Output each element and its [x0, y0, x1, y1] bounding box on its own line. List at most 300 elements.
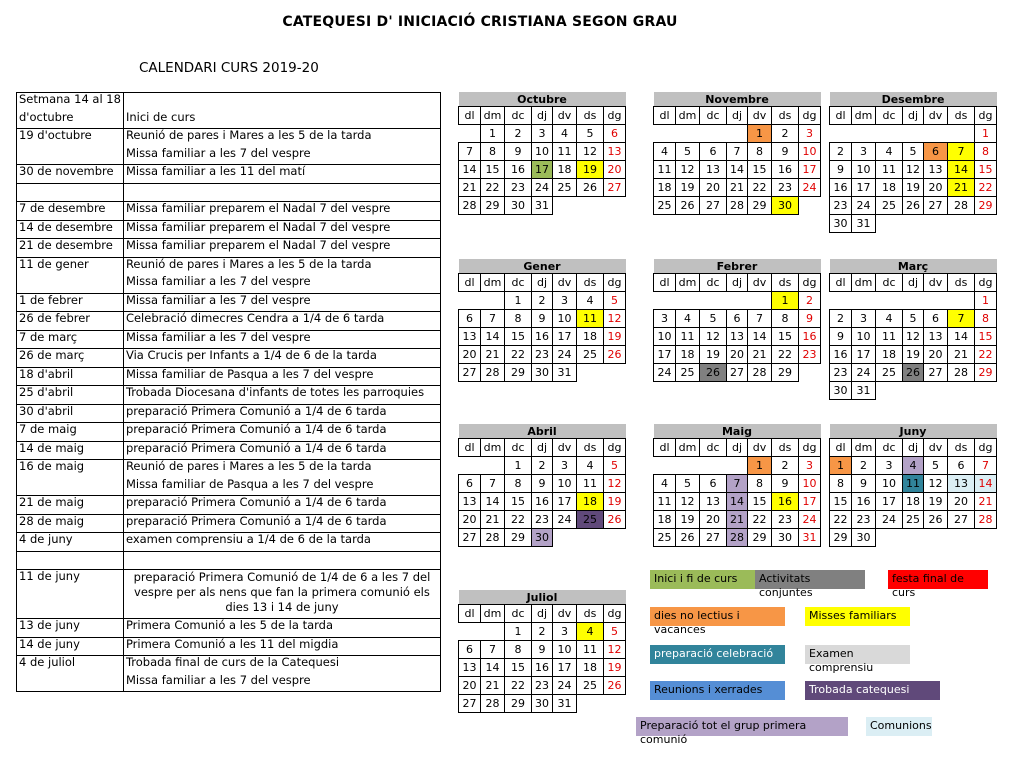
schedule-activity: Reunió de pares i Mares a les 5 de la tarda — [123, 460, 440, 478]
day-cell: 24 — [654, 364, 676, 382]
schedule-date: 4 de juliol — [17, 656, 124, 674]
day-cell: 7 — [481, 641, 505, 659]
day-cell: 11 — [654, 161, 676, 179]
day-cell: 28 — [727, 197, 748, 215]
day-cell: 27 — [604, 179, 626, 197]
schedule-row — [17, 496, 441, 515]
day-cell: 25 — [577, 346, 604, 364]
schedule-activity: Missa familiar a les 7 del vespre — [123, 275, 440, 293]
day-cell: 25 — [676, 364, 700, 382]
month-name: Juliol — [459, 590, 626, 605]
day-cell: 15 — [505, 659, 532, 677]
weekday-label: dm — [481, 605, 505, 623]
weekday-label: dj — [903, 274, 924, 292]
day-cell: 27 — [727, 364, 748, 382]
day-cell: 2 — [532, 292, 553, 310]
schedule-activity: Missa familiar a les 7 del vespre — [123, 674, 440, 692]
schedule-activity: preparació Primera Comunió a 1/4 de 6 tarda — [123, 514, 440, 533]
schedule-row — [17, 165, 441, 184]
day-cell: 21 — [975, 493, 997, 511]
empty-day — [676, 457, 700, 475]
legend-item: Preparació tot el grup primera comunió — [636, 717, 848, 736]
schedule-row — [17, 239, 441, 258]
day-cell: 2 — [532, 457, 553, 475]
schedule-date: 28 de maig — [17, 514, 124, 533]
day-cell: 14 — [481, 493, 505, 511]
day-cell: 2 — [532, 623, 553, 641]
day-cell: 26 — [903, 197, 924, 215]
weekday-label: dl — [830, 107, 852, 125]
weekday-label: ds — [577, 107, 604, 125]
calendar-novembre — [653, 92, 821, 215]
month-name: Gener — [459, 259, 626, 274]
schedule-date: 21 de desembre — [17, 239, 124, 258]
day-cell: 3 — [553, 457, 577, 475]
legend-item: Comunions — [866, 717, 932, 736]
day-cell: 9 — [505, 143, 532, 161]
day-cell: 15 — [505, 493, 532, 511]
empty-day — [577, 695, 604, 713]
day-cell: 28 — [748, 364, 772, 382]
day-cell: 21 — [727, 179, 748, 197]
schedule-activity: preparació Primera Comunió a 1/4 de 6 tarda — [123, 423, 440, 442]
day-cell: 24 — [799, 179, 821, 197]
day-cell: 7 — [748, 310, 772, 328]
weekday-label: dm — [676, 274, 700, 292]
empty-day — [903, 125, 924, 143]
day-cell: 12 — [676, 493, 700, 511]
weekday-label: dl — [459, 107, 481, 125]
day-cell: 19 — [676, 179, 700, 197]
schedule-row — [17, 637, 441, 656]
day-cell: 14 — [975, 475, 997, 493]
weekday-label: dj — [532, 439, 553, 457]
schedule-row — [17, 423, 441, 442]
empty-day — [975, 382, 997, 400]
month-name: Novembre — [654, 92, 821, 107]
day-cell: 25 — [903, 511, 924, 529]
empty-day — [876, 529, 903, 547]
schedule-date — [17, 478, 124, 496]
day-cell: 5 — [577, 125, 604, 143]
day-cell: 2 — [799, 292, 821, 310]
day-cell: 3 — [852, 143, 876, 161]
schedule-date: 21 de maig — [17, 496, 124, 515]
day-cell: 23 — [532, 346, 553, 364]
day-cell: 28 — [481, 529, 505, 547]
day-cell: 24 — [553, 511, 577, 529]
weekday-label: dc — [505, 439, 532, 457]
day-cell: 27 — [700, 197, 727, 215]
weekday-label: ds — [948, 439, 975, 457]
empty-day — [924, 292, 948, 310]
day-cell: 3 — [553, 623, 577, 641]
weekday-label: dc — [700, 107, 727, 125]
day-cell: 23 — [830, 364, 852, 382]
day-cell: 16 — [772, 161, 799, 179]
weekday-label: dv — [924, 107, 948, 125]
day-cell: 3 — [876, 457, 903, 475]
day-cell: 23 — [532, 511, 553, 529]
day-cell: 26 — [577, 179, 604, 197]
day-cell: 20 — [700, 511, 727, 529]
schedule-row — [17, 349, 441, 368]
day-cell: 21 — [459, 179, 481, 197]
day-cell: 28 — [727, 529, 748, 547]
day-cell: 21 — [481, 677, 505, 695]
schedule-row — [17, 312, 441, 331]
day-cell: 28 — [975, 511, 997, 529]
day-cell: 15 — [481, 161, 505, 179]
day-cell: 3 — [532, 125, 553, 143]
day-cell: 16 — [532, 493, 553, 511]
day-cell: 1 — [748, 125, 772, 143]
day-cell: 16 — [772, 493, 799, 511]
day-cell: 24 — [852, 197, 876, 215]
day-cell: 5 — [604, 623, 626, 641]
day-cell: 20 — [948, 493, 975, 511]
legend-item: preparació celebració — [650, 645, 785, 664]
schedule-activity: preparació Primera Comunió a 1/4 de 6 tarda — [123, 441, 440, 460]
day-cell: 11 — [876, 328, 903, 346]
day-cell: 23 — [505, 179, 532, 197]
day-cell: 18 — [577, 328, 604, 346]
legend-item: dies no lectius i vacances — [650, 607, 785, 626]
weekday-label: dc — [876, 274, 903, 292]
schedule-activity: Inici de curs — [123, 111, 440, 129]
schedule-row — [17, 257, 441, 275]
day-cell: 31 — [852, 382, 876, 400]
weekday-label: ds — [772, 107, 799, 125]
schedule-row — [17, 514, 441, 533]
day-cell: 20 — [604, 161, 626, 179]
day-cell: 21 — [727, 511, 748, 529]
schedule-row — [17, 111, 441, 129]
day-cell: 16 — [532, 328, 553, 346]
schedule-date: 19 d'octubre — [17, 129, 124, 147]
day-cell: 20 — [459, 511, 481, 529]
weekday-label: dv — [553, 107, 577, 125]
calendar-març — [829, 259, 997, 400]
day-cell: 13 — [700, 161, 727, 179]
day-cell: 29 — [975, 197, 997, 215]
day-cell: 23 — [772, 511, 799, 529]
schedule-activity — [123, 93, 440, 111]
weekday-label: dj — [903, 439, 924, 457]
weekday-label: dl — [654, 274, 676, 292]
day-cell: 29 — [748, 197, 772, 215]
schedule-row — [17, 129, 441, 147]
day-cell: 7 — [481, 310, 505, 328]
day-cell: 13 — [924, 328, 948, 346]
schedule-activity: Missa familiar preparem el Nadal 7 del vespre — [123, 202, 440, 221]
day-cell: 15 — [975, 328, 997, 346]
day-cell: 8 — [975, 143, 997, 161]
day-cell: 8 — [505, 310, 532, 328]
day-cell: 17 — [553, 493, 577, 511]
weekday-label: dl — [459, 605, 481, 623]
day-cell: 17 — [876, 493, 903, 511]
weekday-label: dc — [700, 274, 727, 292]
day-cell: 9 — [799, 310, 821, 328]
schedule-date: 16 de maig — [17, 460, 124, 478]
empty-day — [553, 197, 577, 215]
day-cell: 15 — [505, 328, 532, 346]
schedule-activity: preparació Primera Comunió de 1/4 de 6 a les 7 del vespre per als nens que fan la primera comunió els dies 13 i 14 de juny — [123, 570, 440, 619]
calendar-abril — [458, 424, 626, 547]
weekday-label: dl — [654, 439, 676, 457]
day-cell: 14 — [727, 161, 748, 179]
day-cell: 8 — [505, 475, 532, 493]
day-cell: 3 — [654, 310, 676, 328]
day-cell: 28 — [948, 364, 975, 382]
day-cell: 28 — [459, 197, 481, 215]
weekday-label: dj — [727, 439, 748, 457]
day-cell: 23 — [830, 197, 852, 215]
empty-day — [830, 125, 852, 143]
schedule-activity: Primera Comunió a les 5 de la tarda — [123, 619, 440, 638]
day-cell: 5 — [903, 310, 924, 328]
month-name: Juny — [830, 424, 997, 439]
empty-day — [876, 382, 903, 400]
day-cell: 16 — [799, 328, 821, 346]
schedule-date: 11 de gener — [17, 257, 124, 275]
weekday-label: dv — [553, 274, 577, 292]
day-cell: 10 — [852, 328, 876, 346]
day-cell: 26 — [604, 511, 626, 529]
day-cell: 2 — [852, 457, 876, 475]
weekday-label: dg — [604, 274, 626, 292]
day-cell: 12 — [903, 161, 924, 179]
day-cell: 12 — [924, 475, 948, 493]
schedule-row — [17, 367, 441, 386]
schedule-date: 14 de maig — [17, 441, 124, 460]
schedule-activity — [123, 183, 440, 202]
day-cell: 30 — [532, 529, 553, 547]
day-cell: 31 — [799, 529, 821, 547]
day-cell: 8 — [481, 143, 505, 161]
day-cell: 6 — [700, 143, 727, 161]
day-cell: 20 — [727, 346, 748, 364]
day-cell: 3 — [553, 292, 577, 310]
day-cell: 13 — [948, 475, 975, 493]
day-cell: 6 — [700, 475, 727, 493]
day-cell: 24 — [876, 511, 903, 529]
day-cell: 16 — [830, 346, 852, 364]
weekday-label: ds — [948, 107, 975, 125]
day-cell: 26 — [676, 529, 700, 547]
schedule-date: Setmana 14 al 18 — [17, 93, 124, 111]
day-cell: 1 — [975, 125, 997, 143]
schedule-date — [17, 674, 124, 692]
schedule-date: 26 de febrer — [17, 312, 124, 331]
day-cell: 10 — [876, 475, 903, 493]
schedule-row — [17, 93, 441, 111]
day-cell: 31 — [553, 364, 577, 382]
weekday-label: dl — [830, 274, 852, 292]
day-cell: 21 — [948, 179, 975, 197]
day-cell: 24 — [799, 511, 821, 529]
weekday-label: dc — [505, 605, 532, 623]
empty-day — [948, 529, 975, 547]
day-cell: 9 — [852, 475, 876, 493]
day-cell: 31 — [852, 215, 876, 233]
weekday-label: dg — [975, 107, 997, 125]
day-cell: 27 — [948, 511, 975, 529]
weekday-label: dl — [654, 107, 676, 125]
day-cell: 26 — [903, 364, 924, 382]
schedule-activity: Missa familiar a les 7 del vespre — [123, 330, 440, 349]
month-name: Abril — [459, 424, 626, 439]
day-cell: 5 — [924, 457, 948, 475]
empty-day — [924, 215, 948, 233]
month-name: Maig — [654, 424, 821, 439]
day-cell: 20 — [924, 179, 948, 197]
day-cell: 2 — [505, 125, 532, 143]
schedule-row — [17, 404, 441, 423]
day-cell: 10 — [799, 475, 821, 493]
day-cell: 18 — [903, 493, 924, 511]
day-cell: 22 — [975, 179, 997, 197]
day-cell: 14 — [948, 328, 975, 346]
day-cell: 9 — [532, 310, 553, 328]
weekday-label: dj — [532, 107, 553, 125]
day-cell: 14 — [481, 328, 505, 346]
schedule-row — [17, 293, 441, 312]
day-cell: 15 — [830, 493, 852, 511]
day-cell: 11 — [577, 641, 604, 659]
schedule-activity: Missa familiar de Pasqua a les 7 del vespre — [123, 478, 440, 496]
day-cell: 2 — [772, 125, 799, 143]
day-cell: 13 — [459, 659, 481, 677]
schedule-activity: preparació Primera Comunió a 1/4 de 6 tarda — [123, 404, 440, 423]
schedule-activity: Missa familiar preparem el Nadal 7 del vespre — [123, 220, 440, 239]
day-cell: 1 — [505, 292, 532, 310]
schedule-activity: Celebració dimecres Cendra a 1/4 de 6 tarda — [123, 312, 440, 331]
day-cell: 29 — [975, 364, 997, 382]
empty-day — [948, 292, 975, 310]
day-cell: 16 — [852, 493, 876, 511]
day-cell: 20 — [459, 346, 481, 364]
schedule-activity: Primera Comunió a les 11 del migdia — [123, 637, 440, 656]
day-cell: 26 — [924, 511, 948, 529]
day-cell: 10 — [654, 328, 676, 346]
day-cell: 9 — [532, 641, 553, 659]
legend-item: Reunions i xerrades — [650, 681, 785, 700]
day-cell: 13 — [924, 161, 948, 179]
day-cell: 22 — [748, 511, 772, 529]
month-name: Febrer — [654, 259, 821, 274]
day-cell: 7 — [948, 310, 975, 328]
day-cell: 7 — [727, 475, 748, 493]
day-cell: 22 — [505, 677, 532, 695]
day-cell: 11 — [553, 143, 577, 161]
weekday-label: dm — [481, 274, 505, 292]
legend-item: Examen comprensiu — [805, 645, 910, 664]
day-cell: 25 — [577, 677, 604, 695]
day-cell: 27 — [459, 529, 481, 547]
schedule-row — [17, 674, 441, 692]
calendar-desembre — [829, 92, 997, 233]
empty-day — [830, 292, 852, 310]
day-cell: 27 — [924, 197, 948, 215]
day-cell: 20 — [924, 346, 948, 364]
day-cell: 26 — [700, 364, 727, 382]
schedule-activity — [123, 551, 440, 570]
empty-day — [727, 292, 748, 310]
weekday-label: dl — [830, 439, 852, 457]
day-cell: 9 — [532, 475, 553, 493]
schedule-activity: preparació Primera Comunió a 1/4 de 6 tarda — [123, 496, 440, 515]
weekday-label: dv — [748, 439, 772, 457]
day-cell: 21 — [748, 346, 772, 364]
day-cell: 19 — [924, 493, 948, 511]
day-cell: 8 — [505, 641, 532, 659]
day-cell: 18 — [654, 511, 676, 529]
day-cell: 9 — [830, 328, 852, 346]
schedule-date: 18 d'abril — [17, 367, 124, 386]
empty-day — [748, 292, 772, 310]
day-cell: 5 — [903, 143, 924, 161]
schedule-date: 7 de desembre — [17, 202, 124, 221]
weekday-label: dj — [532, 605, 553, 623]
weekday-label: dv — [748, 107, 772, 125]
legend-item: Inici i fi de curs — [650, 570, 755, 589]
weekday-label: ds — [772, 439, 799, 457]
day-cell: 12 — [700, 328, 727, 346]
page-title: CATEQUESI D' INICIACIÓ CRISTIANA SEGON GRAU — [282, 14, 678, 30]
day-cell: 30 — [505, 197, 532, 215]
day-cell: 1 — [830, 457, 852, 475]
day-cell: 27 — [459, 695, 481, 713]
schedule-row — [17, 330, 441, 349]
day-cell: 15 — [772, 328, 799, 346]
empty-day — [948, 382, 975, 400]
day-cell: 11 — [654, 493, 676, 511]
day-cell: 31 — [553, 695, 577, 713]
schedule-date: 14 de juny — [17, 637, 124, 656]
schedule-activity: Missa familiar a les 7 del vespre — [123, 293, 440, 312]
schedule-activity: Missa familiar de Pasqua a les 7 del vespre — [123, 367, 440, 386]
day-cell: 15 — [748, 493, 772, 511]
calendar-maig — [653, 424, 821, 547]
day-cell: 4 — [577, 457, 604, 475]
empty-day — [903, 382, 924, 400]
schedule-date — [17, 551, 124, 570]
day-cell: 9 — [830, 161, 852, 179]
empty-day — [903, 529, 924, 547]
day-cell: 4 — [553, 125, 577, 143]
day-cell: 12 — [676, 161, 700, 179]
weekday-label: dm — [852, 107, 876, 125]
schedule-row — [17, 656, 441, 674]
weekday-label: dv — [553, 439, 577, 457]
weekday-label: ds — [577, 605, 604, 623]
day-cell: 9 — [772, 475, 799, 493]
empty-day — [876, 125, 903, 143]
weekday-label: dg — [799, 439, 821, 457]
day-cell: 8 — [748, 143, 772, 161]
day-cell: 29 — [505, 695, 532, 713]
day-cell: 30 — [830, 215, 852, 233]
empty-day — [852, 292, 876, 310]
day-cell: 23 — [852, 511, 876, 529]
day-cell: 4 — [903, 457, 924, 475]
schedule-table — [16, 92, 441, 692]
day-cell: 26 — [676, 197, 700, 215]
weekday-label: dg — [604, 605, 626, 623]
calendar-febrer — [653, 259, 821, 382]
